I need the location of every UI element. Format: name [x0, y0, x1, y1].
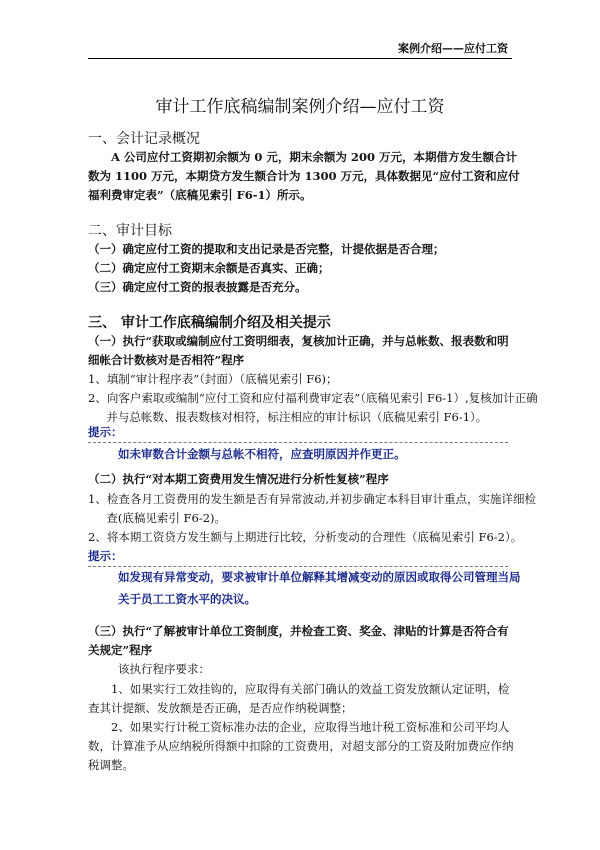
- procedure-1-tip-text: 如未审数合计金额与总帐不相符，应查明原因并作更正。: [118, 447, 406, 461]
- procedure-2-step-1: 1、检查各月工资费用的发生额是否有异常波动,并初步确定本科目审计重点，实施详细检查(底稿见索引 F6-2)。: [88, 492, 536, 525]
- objective-2: （二）确定应付工资期末余额是否真实、正确；: [88, 261, 330, 275]
- procedure-3-step-2: 2、如果实行计税工资标准办法的企业，应取得当地计税工资标准和公司平均人数，计算准予从应纳税所得额中扣除的工资费用，对超支部分的工资及附加费应作纳税调整。: [88, 720, 514, 772]
- objective-1: （一）确定应付工资的提取和支出记录是否完整，计提依据是否合理；: [88, 242, 445, 256]
- section2-heading: 二、审计目标: [88, 223, 172, 239]
- procedure-1-step-1: 1、填制“审计程序表”（封面）（底稿见索引 F6)；: [88, 372, 338, 386]
- document-title: 审计工作底稿编制案例介绍—应付工资: [155, 97, 445, 117]
- procedure-3-step-1: 1、如果实行工效挂钩的，应取得有关部门确认的效益工资发放额认定证明，检查其计提额、发放额是否正确，是否应作纳税调整；: [88, 682, 510, 715]
- procedure-2-title: （二）执行“对本期工资费用发生情况进行分析性复核”程序: [88, 472, 389, 486]
- header-rule: [88, 58, 512, 59]
- procedure-3-title: （三）执行“了解被审计单位工资制度，并检查工资、奖金、津贴的计算是否符合有关规定”程序: [88, 624, 509, 657]
- procedure-1-title: （一）执行“获取或编制应付工资明细表，复核加计正确，并与总帐数、报表数和明细帐合计数核对是否相符”程序: [88, 334, 509, 367]
- running-header: 案例介绍——应付工资: [398, 42, 508, 55]
- procedure-1-tip-label: 提示：: [88, 425, 123, 439]
- objective-3: （三）确定应付工资的报表披露是否充分。: [88, 280, 307, 294]
- section3-heading: 三、 审计工作底稿编制介绍及相关提示: [88, 315, 331, 331]
- procedure-1-step-2: 2、向客户索取或编制“应付工资和应付福利费审定表”（底稿见索引 F6-1）,复核加计正确并与总帐数、报表数核对相符，标注相应的审计标识（底稿见索引 F6-1）。: [88, 391, 538, 424]
- procedure-3-intro: 该执行程序要求：: [118, 662, 210, 676]
- procedure-2-step-2: 2、将本期工资贷方发生额与上期进行比较，分析变动的合理性（底稿见索引 F6-2）。: [88, 530, 523, 544]
- procedure-2-tip-label: 提示：: [88, 549, 123, 563]
- procedure-2-tip-text: 如发现有异常变动，要求被审计单位解释其增减变动的原因或取得公司管理当局关于员工工资水平的决议。: [118, 570, 521, 606]
- section1-heading: 一、会计记录概况: [88, 131, 200, 147]
- section1-body: A 公司应付工资期初余额为 0 元，期末余额为 200 万元，本期借方发生额合计数为 1100 万元，本期贷方发生额合计为 1300 万元，具体数据见“应付工资和应付福利费审定表”（底稿见索引 F6-1）所示。: [88, 150, 520, 202]
